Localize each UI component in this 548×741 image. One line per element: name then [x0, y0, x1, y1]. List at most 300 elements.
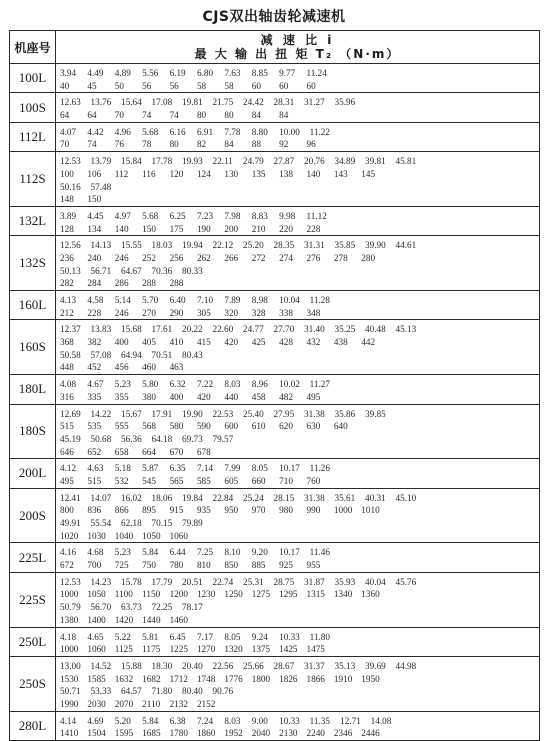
value: 21.75 — [212, 97, 234, 108]
value: 1020 — [60, 530, 79, 541]
value: 338 — [279, 307, 293, 318]
value: 15.78 — [121, 576, 142, 587]
value: 11.80 — [309, 631, 330, 642]
values-cell — [56, 236, 540, 291]
value: 45 — [87, 80, 97, 91]
value: 11.12 — [306, 210, 327, 221]
value: 39.90 — [365, 240, 386, 251]
value: 646 — [60, 446, 74, 457]
value: 246 — [114, 307, 129, 318]
value: 18.30 — [151, 660, 173, 671]
value: 4.08 — [60, 379, 77, 390]
value: 35.13 — [334, 660, 356, 671]
value: 70.15 — [151, 518, 173, 528]
value: 84 — [279, 110, 289, 121]
value: 17.79 — [151, 576, 173, 587]
value: 1632 — [114, 673, 134, 684]
value: 16.02 — [121, 492, 142, 503]
value: 18.03 — [151, 240, 173, 251]
value: 220 — [279, 223, 293, 234]
value: 915 — [169, 505, 184, 516]
value: 1530 — [60, 673, 79, 684]
value: 80 — [169, 139, 179, 150]
value: 432 — [306, 337, 321, 348]
value: 240 — [87, 252, 102, 263]
value: 79.57 — [212, 433, 234, 444]
value: 4.58 — [87, 295, 104, 305]
value: 1295 — [279, 589, 298, 600]
value: 28.31 — [273, 97, 295, 108]
value: 20.51 — [182, 576, 203, 587]
value: 355 — [114, 391, 129, 402]
value: 64 — [60, 110, 70, 121]
value: 50 — [114, 80, 124, 91]
value: 2152 — [196, 698, 216, 709]
ratio-line — [60, 684, 539, 697]
value: 8.80 — [251, 126, 268, 137]
value: 58 — [224, 80, 234, 91]
torque-line — [60, 108, 539, 121]
value: 4.18 — [60, 631, 77, 642]
value: 1125 — [114, 644, 133, 655]
value: 955 — [306, 560, 321, 571]
value: 13.00 — [60, 660, 81, 671]
value: 17.91 — [151, 408, 173, 419]
value: 20.76 — [304, 156, 325, 167]
value: 8.10 — [224, 547, 241, 558]
value: 56.36 — [121, 433, 142, 444]
value: 20.22 — [182, 324, 203, 335]
torque-line — [60, 167, 539, 180]
value: 57.08 — [90, 349, 112, 360]
value: 7.89 — [224, 295, 241, 305]
value: 64 — [87, 110, 97, 121]
value: 482 — [279, 391, 293, 402]
value: 31.31 — [304, 240, 325, 251]
value: 836 — [87, 505, 102, 516]
value: 7.98 — [224, 210, 241, 221]
ratio-line — [60, 66, 539, 79]
value: 1175 — [142, 644, 161, 655]
value: 28.67 — [273, 660, 295, 671]
value: 5.87 — [142, 463, 159, 474]
value: 415 — [196, 337, 211, 348]
value: 1000 — [333, 505, 353, 516]
value: 1952 — [224, 728, 243, 739]
value: 148 — [60, 194, 74, 205]
value: 7.24 — [196, 715, 214, 726]
value: 35.93 — [334, 576, 356, 587]
value: 39.81 — [365, 156, 386, 167]
value: 12.56 — [60, 240, 81, 251]
value: 532 — [114, 475, 129, 486]
value: 7.25 — [196, 547, 214, 558]
value: 1990 — [60, 698, 79, 709]
torque-line — [60, 474, 539, 487]
value: 138 — [279, 168, 293, 179]
value: 725 — [114, 560, 129, 571]
value: 1200 — [169, 589, 188, 600]
value: 440 — [224, 391, 239, 402]
value: 19.90 — [182, 408, 203, 419]
value: 7.78 — [224, 126, 241, 137]
ratio-line — [60, 461, 539, 474]
value: 4.16 — [60, 547, 77, 558]
value: 8.83 — [251, 210, 268, 221]
value: 710 — [279, 475, 293, 486]
value: 2132 — [169, 698, 188, 709]
value: 5.14 — [114, 295, 131, 305]
value: 40.31 — [365, 492, 386, 503]
value: 885 — [251, 560, 266, 571]
value: 20.40 — [182, 660, 203, 671]
model-cell: 225L — [10, 543, 56, 572]
torque-line — [60, 558, 539, 571]
value: 565 — [169, 475, 184, 486]
value: 585 — [196, 475, 211, 486]
value: 2030 — [87, 698, 106, 709]
value: 22.84 — [212, 492, 234, 503]
torque-line — [60, 79, 539, 92]
value: 24.77 — [243, 324, 264, 335]
value: 15.64 — [121, 97, 142, 108]
value: 810 — [196, 560, 211, 571]
value: 1400 — [87, 614, 106, 625]
value: 495 — [60, 475, 74, 486]
value: 463 — [169, 362, 184, 373]
value: 70 — [114, 110, 124, 121]
value: 22.56 — [212, 660, 234, 671]
table-row — [10, 64, 540, 93]
value: 1420 — [114, 614, 134, 625]
value: 56 — [169, 80, 179, 91]
value: 212 — [60, 307, 74, 318]
value: 760 — [306, 475, 321, 486]
value: 4.13 — [60, 295, 77, 305]
value: 272 — [251, 252, 266, 263]
value: 7.22 — [196, 379, 214, 390]
value: 8.03 — [224, 715, 241, 726]
value: 236 — [60, 252, 74, 263]
table-row — [10, 291, 540, 320]
table-row — [10, 320, 540, 375]
table-row — [10, 459, 540, 488]
value: 495 — [306, 391, 321, 402]
values-cell — [56, 543, 540, 572]
ratio-line — [60, 575, 539, 588]
value: 2346 — [333, 728, 353, 739]
value: 22.74 — [212, 576, 234, 587]
value: 1100 — [114, 589, 133, 600]
table-row — [10, 152, 540, 207]
value: 7.23 — [196, 210, 214, 221]
value: 280 — [361, 252, 376, 263]
value: 1910 — [333, 673, 353, 684]
value: 10.17 — [279, 463, 300, 474]
value: 112 — [114, 168, 129, 179]
value: 4.07 — [60, 126, 77, 137]
value: 22.12 — [212, 240, 234, 251]
value: 630 — [306, 421, 321, 432]
value: 84 — [224, 139, 234, 150]
value: 1712 — [169, 673, 188, 684]
value: 5.84 — [142, 715, 159, 726]
value: 228 — [306, 223, 321, 234]
value: 128 — [60, 223, 74, 234]
torque-line — [60, 137, 539, 150]
table-row — [10, 404, 540, 459]
value: 70.36 — [151, 265, 173, 276]
value: 780 — [169, 560, 184, 571]
value: 276 — [306, 252, 321, 263]
torque-line — [60, 335, 539, 348]
value: 19.94 — [182, 240, 203, 251]
value: 368 — [60, 337, 74, 348]
value: 425 — [251, 337, 266, 348]
torque-line — [60, 613, 539, 626]
value: 515 — [87, 475, 102, 486]
value: 266 — [224, 252, 239, 263]
model-cell: 225S — [10, 572, 56, 627]
value: 50.68 — [90, 433, 112, 444]
value: 11.26 — [309, 463, 330, 474]
torque-line — [60, 276, 539, 289]
value: 31.87 — [304, 576, 325, 587]
value: 8.96 — [251, 379, 268, 390]
value: 515 — [60, 421, 74, 432]
value: 28.15 — [273, 492, 295, 503]
value: 4.42 — [87, 126, 104, 137]
value: 925 — [279, 560, 293, 571]
values-cell — [56, 64, 540, 93]
torque-line — [60, 503, 539, 516]
value: 50.79 — [60, 602, 81, 613]
value: 5.84 — [142, 547, 159, 558]
value: 35.61 — [334, 492, 356, 503]
value: 14.23 — [90, 576, 112, 587]
value: 895 — [142, 505, 156, 516]
model-cell: 112L — [10, 122, 56, 151]
value: 11.27 — [309, 379, 330, 390]
value: 2446 — [361, 728, 380, 739]
value: 288 — [142, 278, 156, 289]
value: 210 — [251, 223, 266, 234]
model-cell: 132L — [10, 206, 56, 235]
value: 31.40 — [304, 324, 325, 335]
torque-line — [60, 390, 539, 403]
value: 6.25 — [169, 210, 186, 221]
value: 19.93 — [182, 156, 203, 167]
value: 140 — [306, 168, 321, 179]
value: 420 — [196, 391, 211, 402]
torque-line — [60, 697, 539, 710]
value: 6.80 — [196, 68, 214, 78]
value: 3.94 — [60, 68, 77, 78]
value: 19.84 — [182, 492, 203, 503]
value: 100 — [60, 168, 74, 179]
value: 990 — [306, 505, 321, 516]
value: 1340 — [333, 589, 353, 600]
value: 9.00 — [251, 715, 268, 726]
value: 1315 — [306, 589, 325, 600]
value: 382 — [87, 337, 102, 348]
value: 4.65 — [87, 631, 104, 642]
header-torque: 最 大 输 出 扭 矩 T₂ （N·m） — [194, 47, 401, 61]
value: 45.10 — [395, 492, 417, 503]
value: 1275 — [251, 589, 271, 600]
value: 4.69 — [87, 715, 104, 726]
value: 56 — [142, 80, 152, 91]
value: 11.24 — [306, 68, 327, 78]
value: 5.20 — [114, 715, 131, 726]
value: 35.86 — [334, 408, 356, 419]
value: 55.54 — [90, 518, 112, 528]
value: 262 — [196, 252, 211, 263]
value: 458 — [251, 391, 266, 402]
value: 10.17 — [279, 547, 300, 558]
model-cell: 112S — [10, 152, 56, 207]
value: 9.77 — [279, 68, 296, 78]
value: 39.85 — [365, 408, 386, 419]
value: 335 — [87, 391, 102, 402]
torque-line — [60, 587, 539, 600]
value: 84 — [251, 110, 261, 121]
value: 700 — [87, 560, 102, 571]
value: 64.67 — [121, 265, 142, 276]
torque-line — [60, 360, 539, 373]
values-cell — [56, 320, 540, 375]
value: 1000 — [60, 644, 79, 655]
model-cell: 180L — [10, 375, 56, 404]
value: 4.96 — [114, 126, 131, 137]
value: 620 — [279, 421, 293, 432]
value: 1860 — [196, 728, 216, 739]
value: 282 — [60, 278, 74, 289]
header-ratio: 减 速 比 i — [260, 33, 335, 47]
value: 64.94 — [121, 349, 142, 360]
value: 568 — [142, 421, 156, 432]
value: 442 — [361, 337, 376, 348]
model-cell: 160S — [10, 320, 56, 375]
value: 600 — [224, 421, 239, 432]
value: 82 — [196, 139, 207, 150]
value: 124 — [196, 168, 211, 179]
value: 175 — [169, 223, 184, 234]
value: 39.69 — [365, 660, 386, 671]
model-cell: 200S — [10, 488, 56, 543]
value: 40.04 — [365, 576, 386, 587]
value: 80 — [224, 110, 234, 121]
ratio-line — [60, 600, 539, 613]
value: 11.46 — [309, 547, 330, 558]
torque-line — [60, 419, 539, 432]
torque-line — [60, 192, 539, 205]
value: 17.78 — [151, 156, 173, 167]
table-row — [10, 122, 540, 151]
value: 11.35 — [309, 715, 330, 726]
value: 4.89 — [114, 68, 131, 78]
values-cell — [56, 93, 540, 122]
value: 8.03 — [224, 379, 241, 390]
value: 1425 — [279, 644, 298, 655]
spec-table-body — [10, 31, 540, 741]
value: 35.96 — [334, 97, 356, 108]
table-row — [10, 206, 540, 235]
value: 9.24 — [251, 631, 268, 642]
header-values — [56, 31, 540, 64]
value: 448 — [60, 362, 74, 373]
value: 18.06 — [151, 492, 173, 503]
value: 60 — [279, 80, 289, 91]
value: 320 — [224, 307, 239, 318]
value: 1230 — [196, 589, 216, 600]
model-cell: 280L — [10, 711, 56, 740]
value: 1040 — [114, 530, 134, 541]
value: 6.44 — [169, 547, 186, 558]
ratio-line — [60, 293, 539, 306]
value: 5.56 — [142, 68, 159, 78]
value: 1780 — [169, 728, 188, 739]
value: 1250 — [224, 589, 243, 600]
torque-line — [60, 251, 539, 264]
value: 72.25 — [151, 602, 173, 613]
value: 45.13 — [395, 324, 417, 335]
value: 130 — [224, 168, 239, 179]
ratio-line — [60, 238, 539, 251]
values-cell — [56, 375, 540, 404]
value: 74 — [142, 110, 152, 121]
value: 25.31 — [243, 576, 264, 587]
value: 5.23 — [114, 547, 131, 558]
ratio-line — [60, 95, 539, 108]
value: 400 — [169, 391, 184, 402]
value: 2240 — [306, 728, 325, 739]
value: 40.48 — [365, 324, 386, 335]
value: 1504 — [87, 728, 106, 739]
ratio-line — [60, 491, 539, 504]
model-cell: 132S — [10, 236, 56, 291]
value: 6.91 — [196, 126, 214, 137]
value: 6.16 — [169, 126, 186, 137]
value: 652 — [87, 446, 102, 457]
value: 800 — [60, 505, 74, 516]
value: 14.07 — [90, 492, 112, 503]
value: 7.14 — [196, 463, 214, 474]
value: 27.95 — [273, 408, 295, 419]
value: 270 — [142, 307, 156, 318]
value: 69.73 — [182, 433, 203, 444]
value: 1320 — [224, 644, 243, 655]
value: 34.89 — [334, 156, 356, 167]
value: 660 — [251, 475, 266, 486]
value: 15.88 — [121, 660, 142, 671]
value: 145 — [361, 168, 376, 179]
value: 13.79 — [90, 156, 112, 167]
value: 78 — [142, 139, 152, 150]
value: 58 — [196, 80, 207, 91]
value: 1375 — [251, 644, 271, 655]
value: 1440 — [142, 614, 161, 625]
value: 428 — [279, 337, 293, 348]
ratio-line — [60, 125, 539, 138]
value: 1360 — [361, 589, 380, 600]
value: 78.17 — [182, 602, 203, 613]
ratio-line — [60, 180, 539, 193]
value: 35.25 — [334, 324, 356, 335]
model-cell: 180S — [10, 404, 56, 459]
value: 74 — [169, 110, 179, 121]
value: 9.20 — [251, 547, 268, 558]
